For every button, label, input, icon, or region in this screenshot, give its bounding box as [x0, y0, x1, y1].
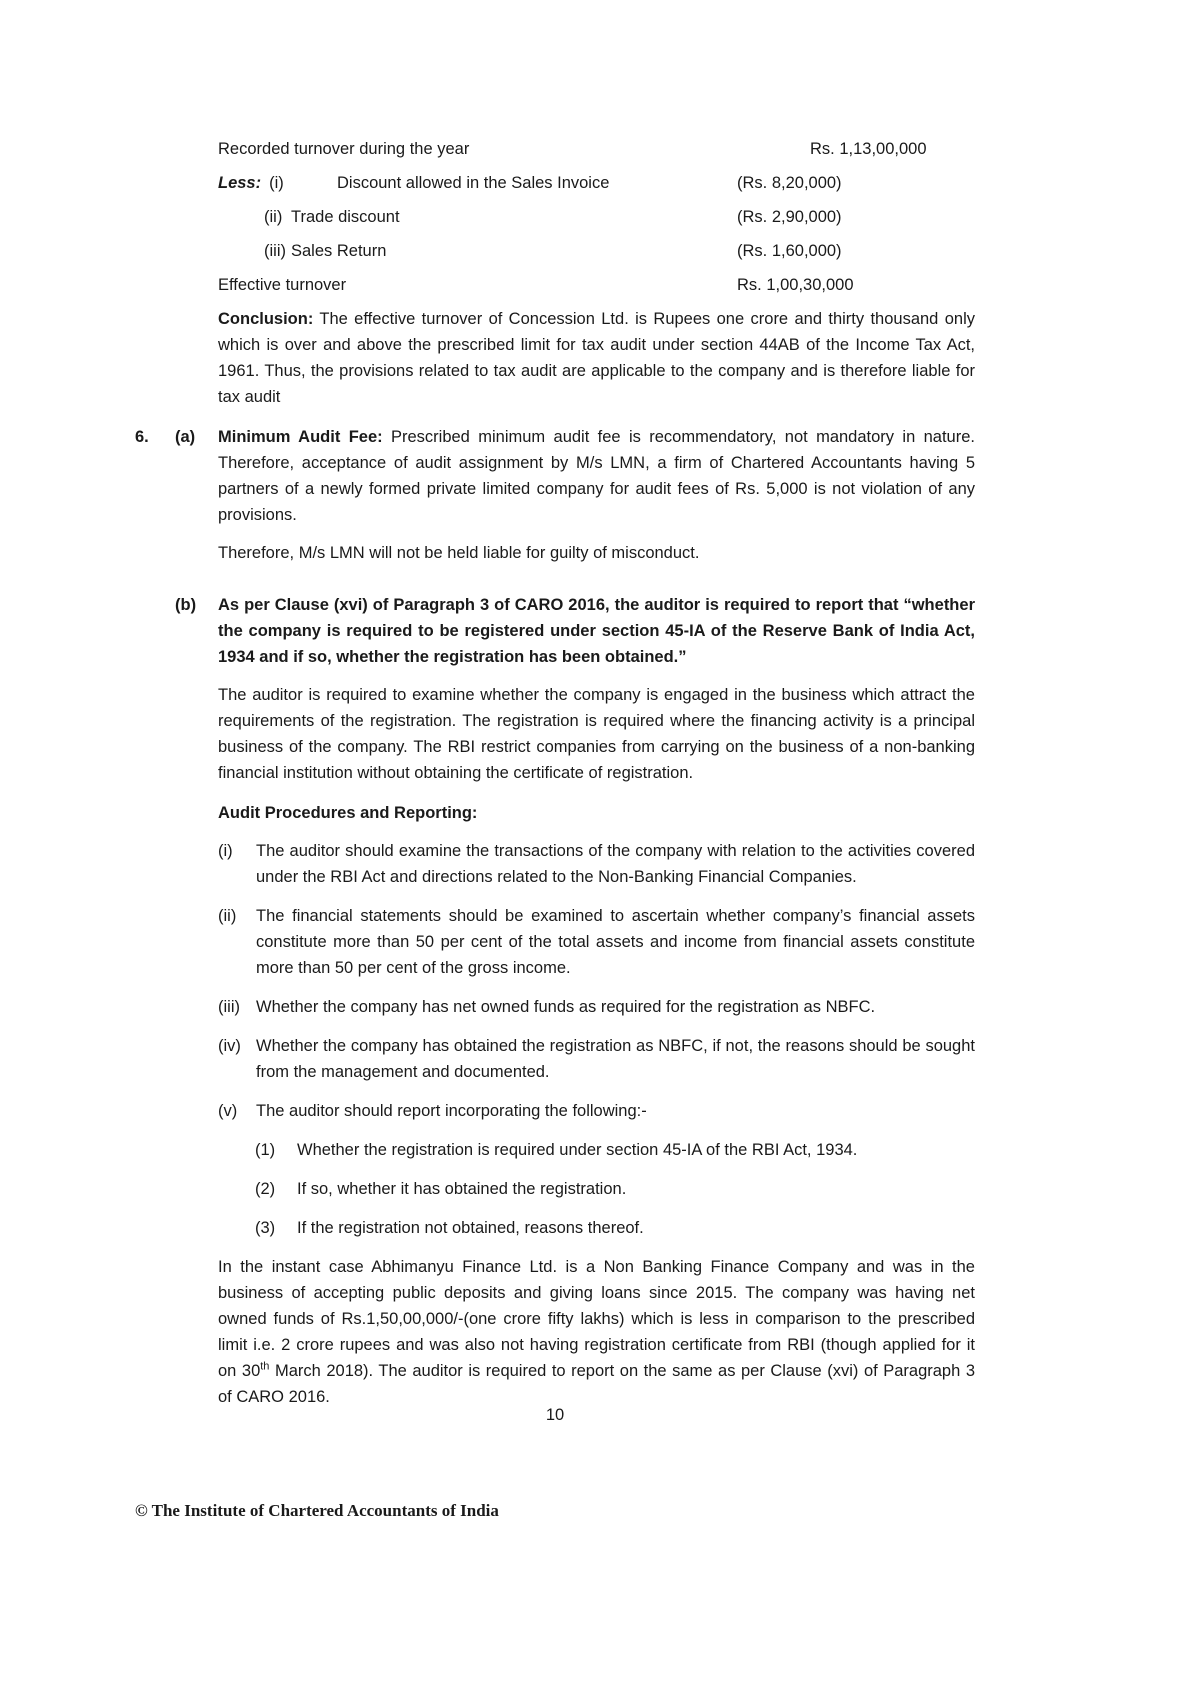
- list-item-text: The auditor should examine the transactions of the company with relation to the activities covered under the RBI Act and directions related to the Non-Banking Financial Companies.: [256, 842, 975, 886]
- closing-text-start: In the instant case Abhimanyu Finance Ltd. is a Non Banking Finance Company and was in the business of accepting public deposits and giving loans since 2015. The company was having net owned funds of Rs.1,50,00,000/-(one crore fifty lakhs) which is less in comparison to the prescribed limit i.e. 2 crore rupees and was also not having registration certificate from RBI (though applied for it on 30: [218, 1258, 975, 1380]
- report-sublist: [255, 1137, 975, 1241]
- row-value: (Rs. 1,60,000): [737, 242, 842, 260]
- item-number: (ii): [264, 208, 283, 226]
- answer-b-bold-paragraph: As per Clause (xvi) of Paragraph 3 of CARO 2016, the auditor is required to report that “whether the company is required to be registered under section 45-IA of the Reserve Bank of India Act, 1934 and if so, whether the registration has been obtained.”: [218, 596, 975, 666]
- row-label: Recorded turnover during the year: [218, 140, 470, 158]
- answer-a-paragraph-2: Therefore, M/s LMN will not be held liable for guilty of misconduct.: [218, 544, 700, 562]
- conclusion-paragraph: [218, 306, 975, 410]
- list-item: [218, 994, 975, 1020]
- answer-letter-b: (b): [175, 596, 197, 614]
- answer-a-lead: Minimum Audit Fee:: [218, 428, 383, 446]
- list-item-number: (i): [218, 842, 233, 860]
- list-item-number: (iii): [218, 998, 240, 1016]
- list-item-number: (v): [218, 1102, 238, 1120]
- statement-row-effective: [218, 272, 975, 298]
- list-item: [218, 838, 975, 890]
- less-label: Less:: [218, 174, 262, 192]
- sublist-item-text: If so, whether it has obtained the registration.: [297, 1180, 627, 1198]
- question-number-spacer: [135, 592, 175, 1422]
- sublist-item-number: (3): [255, 1219, 276, 1237]
- row-label: Effective turnover: [218, 276, 347, 294]
- ordinal-suffix: th: [260, 1360, 270, 1373]
- row-label: Discount allowed in the Sales Invoice: [337, 174, 610, 192]
- list-item-text: Whether the company has obtained the registration as NBFC, if not, the reasons should be sought from the management and documented.: [256, 1037, 975, 1081]
- row-value: (Rs. 8,20,000): [737, 174, 842, 192]
- question-6b: [135, 592, 975, 1422]
- answer-b-paragraph-1: The auditor is required to examine whether the company is engaged in the business which attract the requirements of the registration. The registration is required where the financing activity is a principal business of the company. The RBI restrict companies from carrying on the business of a non-banking financial institution without obtaining the certificate of registration.: [218, 686, 975, 782]
- sublist-item: [255, 1176, 975, 1202]
- answer-b-closing-paragraph: [218, 1254, 975, 1410]
- statement-row-recorded: [218, 136, 975, 162]
- sublist-item-text: If the registration not obtained, reasons thereof.: [297, 1219, 644, 1237]
- answer-a-text: Prescribed minimum audit fee is recommendatory, not mandatory in nature. Therefore, acceptance of audit assignment by M/s LMN, a firm of Chartered Accountants having 5 partners of a newly formed private limited company for audit fees of Rs. 5,000 is not violation of any provisions.: [218, 428, 975, 524]
- question-number: 6.: [135, 428, 149, 446]
- sublist-item-number: (2): [255, 1180, 276, 1198]
- row-value: (Rs. 2,90,000): [737, 208, 842, 226]
- sublist-item: [255, 1137, 975, 1163]
- row-label: Sales Return: [291, 242, 387, 260]
- conclusion-lead: Conclusion:: [218, 310, 314, 328]
- row-value: Rs. 1,00,30,000: [737, 276, 854, 294]
- answer-b-body: [218, 592, 975, 1422]
- list-item: [218, 903, 975, 981]
- sublist-item-number: (1): [255, 1141, 276, 1159]
- list-item-number: (iv): [218, 1037, 241, 1055]
- item-number: (iii): [264, 242, 286, 260]
- closing-text-end: March 2018). The auditor is required to report on the same as per Clause (xvi) of Paragraph 3 of CARO 2016.: [218, 1362, 975, 1406]
- item-number: (i): [269, 174, 284, 192]
- answer-a-body: [218, 424, 975, 578]
- sublist-item-text: Whether the registration is required under section 45-IA of the RBI Act, 1934.: [297, 1141, 858, 1159]
- page-number: 10: [545, 1406, 565, 1424]
- sublist-item: [255, 1215, 975, 1241]
- statement-row-less-1: [218, 170, 975, 196]
- statement-row-less-3: [218, 238, 975, 264]
- question-6a: [135, 424, 975, 578]
- answer-a-paragraph: [218, 424, 975, 528]
- document-body: [135, 136, 975, 1422]
- turnover-statement: [218, 136, 975, 298]
- conclusion-text: The effective turnover of Concession Ltd. is Rupees one crore and thirty thousand only which is over and above the prescribed limit for tax audit under section 44AB of the Income Tax Act, 1961. Thus, the provisions related to tax audit are applicable to the company and is therefore liable for tax audit: [218, 310, 975, 406]
- list-item-text: The financial statements should be examined to ascertain whether company’s financial assets constitute more than 50 per cent of the total assets and income from financial assets constitute more than 50 per cent of the gross income.: [256, 907, 975, 977]
- statement-row-less-2: [218, 204, 975, 230]
- row-label: Trade discount: [291, 208, 400, 226]
- answer-letter-a: (a): [175, 428, 196, 446]
- list-item-text: Whether the company has net owned funds as required for the registration as NBFC.: [256, 998, 876, 1016]
- copyright-footer: © The Institute of Chartered Accountants of India: [135, 1501, 499, 1520]
- list-item-number: (ii): [218, 907, 237, 925]
- list-item-text: The auditor should report incorporating the following:-: [256, 1102, 647, 1120]
- list-item: [218, 1098, 975, 1124]
- audit-procedures-heading: Audit Procedures and Reporting:: [218, 804, 478, 822]
- list-item: [218, 1033, 975, 1085]
- row-value: Rs. 1,13,00,000: [810, 140, 927, 158]
